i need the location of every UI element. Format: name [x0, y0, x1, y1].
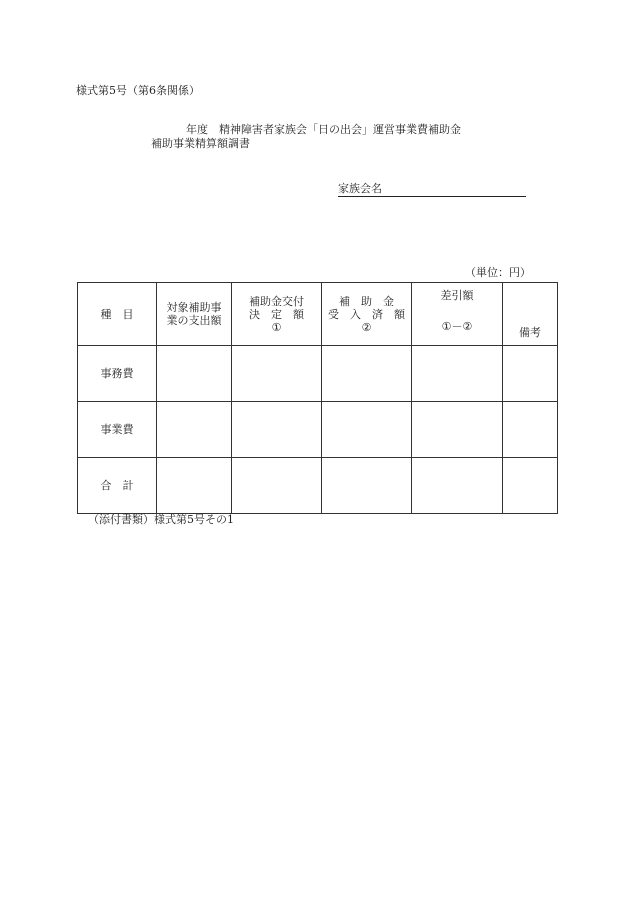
cell-remarks[interactable]: [503, 402, 558, 458]
cell-expense[interactable]: [157, 458, 232, 514]
header-category: 種 目: [78, 283, 157, 346]
cell-difference[interactable]: [412, 346, 503, 402]
attachment-note: （添付書類）様式第5号その1: [88, 513, 234, 526]
unit-label: （単位：円）: [465, 266, 531, 279]
header-remarks: 備考: [503, 283, 558, 346]
table-row: [78, 458, 558, 514]
cell-remarks[interactable]: [503, 458, 558, 514]
cell-grant-received[interactable]: [322, 346, 412, 402]
header-expense: 対象補助事 業の支出額: [157, 283, 232, 346]
table-row: [78, 346, 558, 402]
cell-grant-received[interactable]: [322, 402, 412, 458]
cell-expense[interactable]: [157, 402, 232, 458]
table-header-row: [78, 283, 558, 346]
row-label: 合 計: [78, 458, 157, 514]
header-difference: 差引額 ①－②: [412, 283, 503, 346]
cell-difference[interactable]: [412, 458, 503, 514]
row-label: 事務費: [78, 346, 157, 402]
settlement-table: [77, 282, 558, 514]
cell-grant-decided[interactable]: [232, 402, 322, 458]
cell-expense[interactable]: [157, 346, 232, 402]
family-association-name-field[interactable]: 家族会名: [338, 182, 526, 197]
document-title: 年度 精神障害者家族会「日の出会」運営事業費補助金: [186, 123, 461, 136]
cell-remarks[interactable]: [503, 346, 558, 402]
header-grant-decided: 補助金交付 決 定 額 ①: [232, 283, 322, 346]
document-subtitle: 補助事業精算額調書: [151, 137, 250, 150]
cell-grant-received[interactable]: [322, 458, 412, 514]
cell-grant-decided[interactable]: [232, 346, 322, 402]
table-row: [78, 402, 558, 458]
cell-difference[interactable]: [412, 402, 503, 458]
row-label: 事業費: [78, 402, 157, 458]
cell-grant-decided[interactable]: [232, 458, 322, 514]
form-number: 様式第5号（第6条関係）: [76, 84, 200, 97]
header-grant-received: 補 助 金 受 入 済 額 ②: [322, 283, 412, 346]
